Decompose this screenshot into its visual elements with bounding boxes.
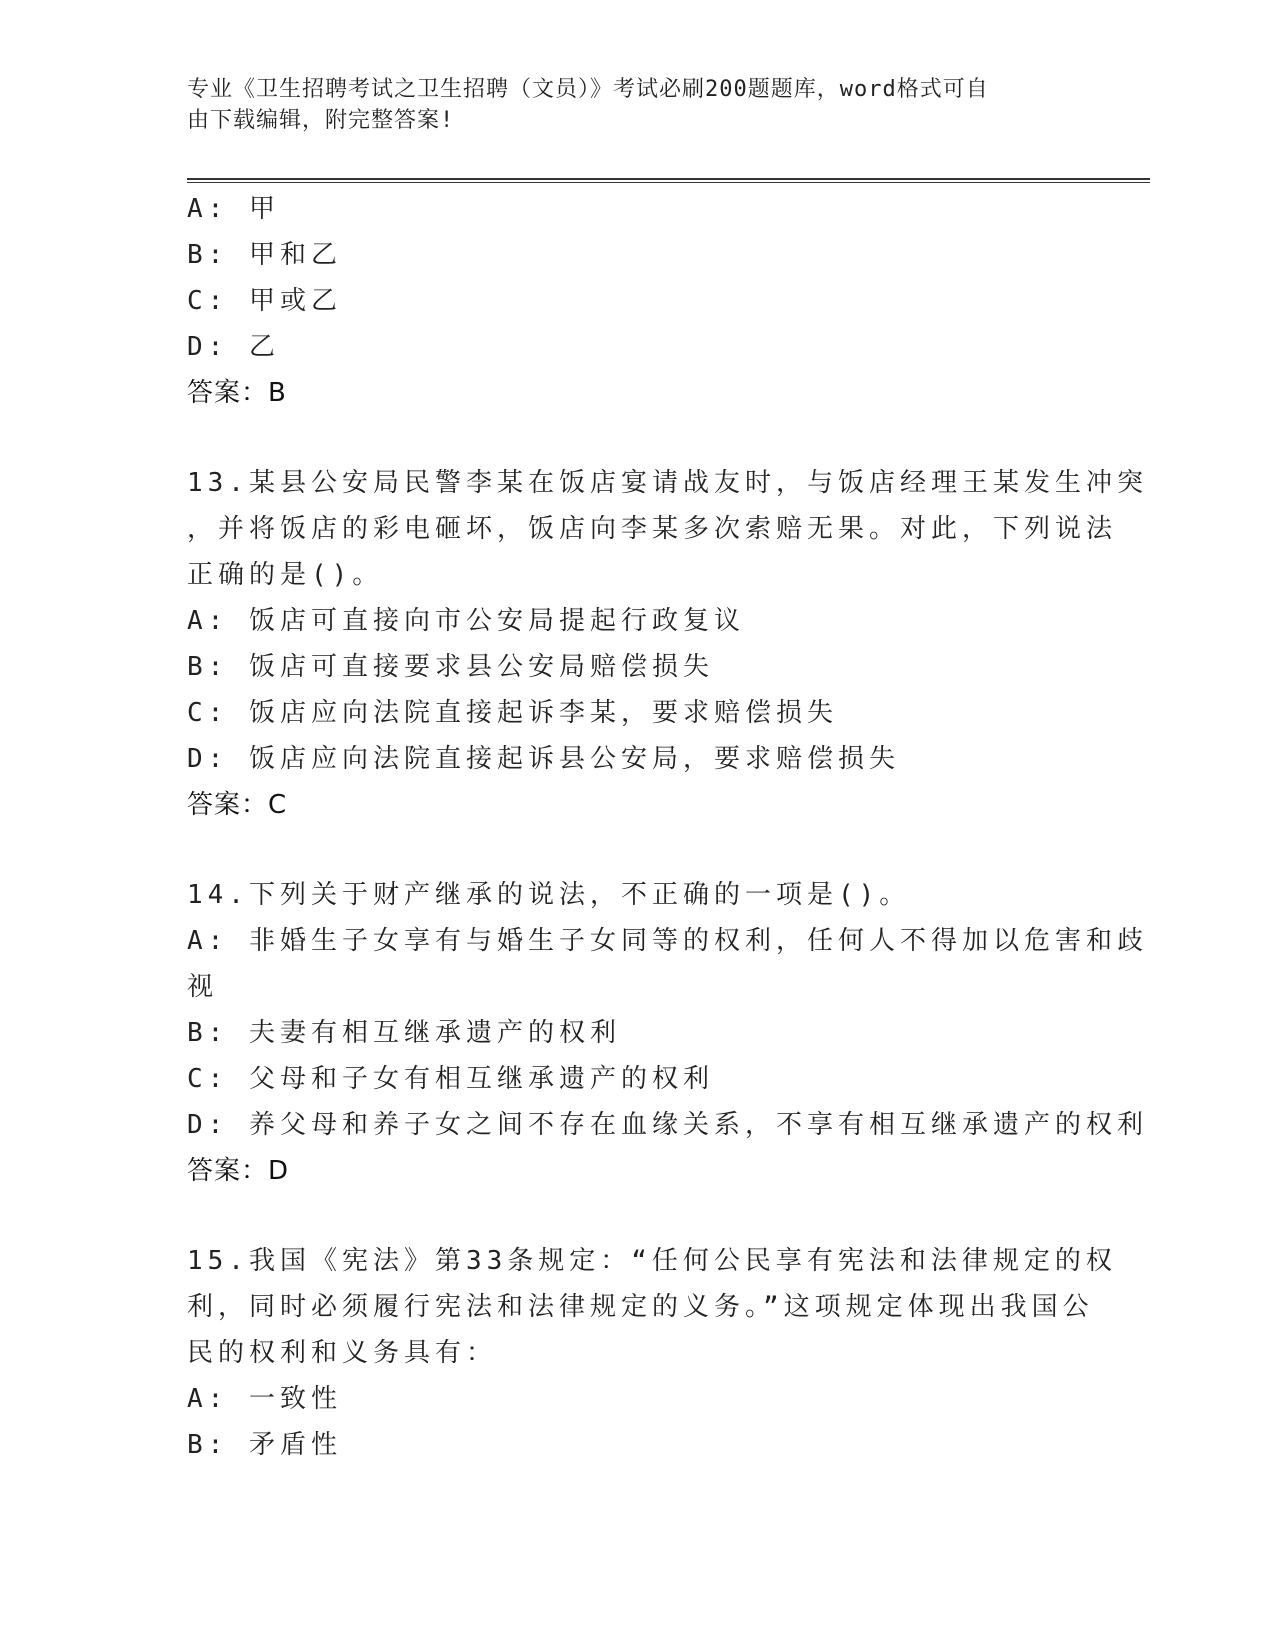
option-a: A: 饭店可直接向市公安局提起行政复议 — [187, 606, 745, 636]
option-d: D: 养父母和养子女之间不存在血缘关系，不享有相互继承遗产的权利 — [187, 1110, 1148, 1140]
question-list — [187, 186, 1148, 1468]
question-spacer — [187, 416, 1087, 460]
header-line-2: 由下载编辑，附完整答案! — [187, 108, 455, 133]
option-d: D: 饭店应向法院直接起诉县公安局，要求赔偿损失 — [187, 744, 900, 774]
question-12 — [187, 186, 1087, 416]
option-a: A: 非婚生子女享有与婚生子女同等的权利，任何人不得加以危害和歧 — [187, 926, 1148, 956]
answer-line: 答案：B — [187, 378, 287, 408]
question-spacer — [187, 828, 1087, 872]
document-header — [187, 74, 1067, 136]
header-rule-thin — [187, 182, 1150, 183]
question-stem-line: ，并将饭店的彩电砸坏，饭店向李某多次索赔无果。对此，下列说法 — [187, 514, 1118, 544]
question-15 — [187, 1238, 1117, 1468]
option-b: B: 矛盾性 — [187, 1430, 342, 1460]
option-b: B: 夫妻有相互继承遗产的权利 — [187, 1018, 621, 1048]
option-c: C: 甲或乙 — [187, 286, 342, 316]
option-b: B: 甲和乙 — [187, 240, 342, 270]
question-stem-line: 利，同时必须履行宪法和法律规定的义务。”这项规定体现出我国公 — [187, 1292, 1094, 1322]
question-stem-line: 13.某县公安局民警李某在饭店宴请战友时，与饭店经理王某发生冲突 — [187, 468, 1148, 498]
question-14 — [187, 872, 1148, 1194]
option-a-continued: 视 — [187, 972, 219, 1002]
option-a: A: 一致性 — [187, 1384, 342, 1414]
answer-line: 答案：C — [187, 790, 288, 820]
header-rule-thick — [187, 178, 1150, 180]
question-spacer — [187, 1194, 1087, 1238]
option-c: C: 父母和子女有相互继承遗产的权利 — [187, 1064, 714, 1094]
option-d: D: 乙 — [187, 332, 280, 362]
option-a: A: 甲 — [187, 194, 280, 224]
question-stem-line: 民的权利和义务具有： — [187, 1338, 498, 1368]
option-b: B: 饭店可直接要求县公安局赔偿损失 — [187, 652, 714, 682]
header-line-1: 专业《卫生招聘考试之卫生招聘（文员）》考试必刷200题题库，word格式可自 — [187, 77, 989, 102]
question-stem-line: 正确的是()。 — [187, 560, 384, 590]
option-c: C: 饭店应向法院直接起诉李某，要求赔偿损失 — [187, 698, 838, 728]
question-stem-line: 15.我国《宪法》第33条规定：“任何公民享有宪法和法律规定的权 — [187, 1246, 1117, 1276]
question-stem-line: 14.下列关于财产继承的说法，不正确的一项是()。 — [187, 880, 911, 910]
answer-line: 答案：D — [187, 1156, 290, 1186]
question-13 — [187, 460, 1148, 828]
